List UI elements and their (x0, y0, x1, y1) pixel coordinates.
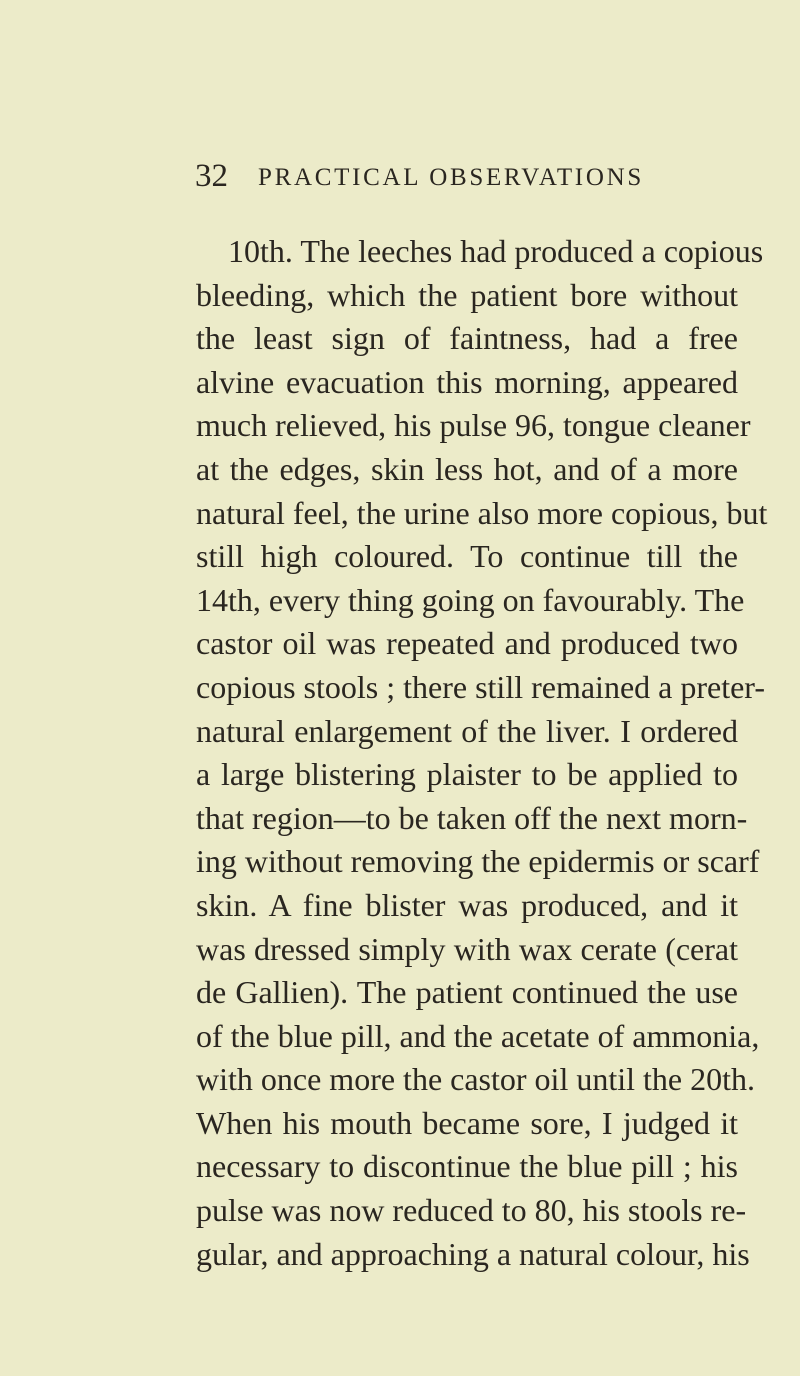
text-line: the least sign of faintness, had a free (196, 320, 738, 357)
text-line: necessary to discontinue the blue pill ; his (196, 1148, 738, 1185)
text-line: with once more the castor oil until the 20th. (196, 1061, 755, 1098)
text-line: much relieved, his pulse 96, tongue cleaner (196, 407, 751, 444)
text-line: natural feel, the urine also more copious, but (196, 494, 768, 531)
text-line: bleeding, which the patient bore without (196, 276, 738, 313)
body-text (196, 230, 768, 1276)
text-line: skin. A fine blister was produced, and it (196, 886, 738, 923)
text-line: gular, and approaching a natural colour, his (196, 1235, 750, 1272)
text-line: alvine evacuation this morning, appeared (196, 363, 738, 400)
text-line: still high coloured. To continue till the (196, 538, 738, 575)
running-head: PRACTICAL OBSERVATIONS (258, 164, 644, 191)
text-line: ing without removing the epidermis or scarf (196, 843, 760, 880)
text-line: that region—to be taken off the next morn- (196, 799, 748, 836)
text-line: pulse was now reduced to 80, his stools re- (196, 1192, 747, 1229)
text-line: 10th. The leeches had produced a copious (228, 233, 764, 269)
page-header (0, 156, 800, 196)
text-line: 14th, every thing going on favourably. The (196, 581, 745, 618)
text-line: of the blue pill, and the acetate of ammonia, (196, 1017, 760, 1054)
text-line: at the edges, skin less hot, and of a more (196, 450, 738, 487)
text-line: de Gallien). The patient continued the use (196, 974, 738, 1011)
text-line: castor oil was repeated and produced two (196, 625, 738, 662)
text-line: When his mouth became sore, I judged it (196, 1104, 738, 1141)
text-line: copious stools ; there still remained a preter- (196, 668, 765, 705)
text-line: natural enlargement of the liver. I ordered (196, 712, 738, 749)
text-line: was dressed simply with wax cerate (cerat (196, 930, 738, 967)
page-number: 32 (195, 158, 228, 194)
text-line: a large blistering plaister to be applied to (196, 756, 738, 793)
